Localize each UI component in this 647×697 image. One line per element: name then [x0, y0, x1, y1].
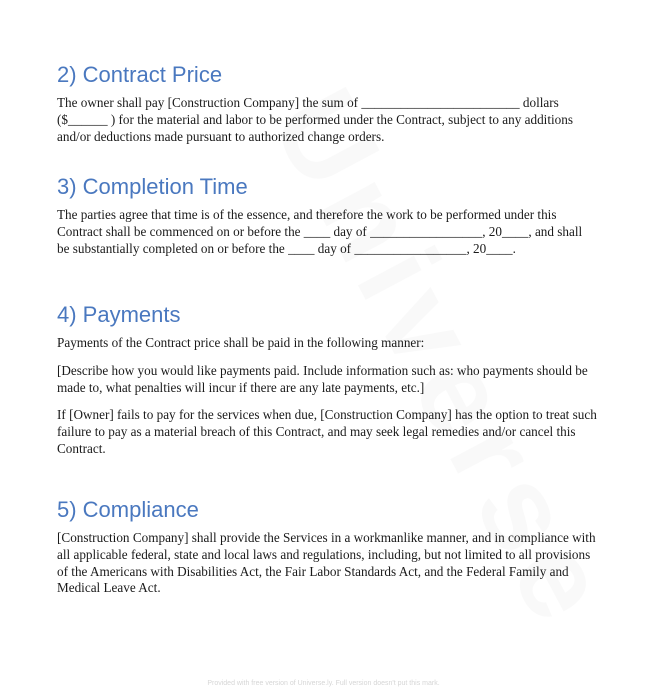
- section-heading: 3) Completion Time: [57, 174, 248, 199]
- section-paragraph: The owner shall pay [Construction Company] the sum of ________________________ dollars ($______ ) for the material and labor to be performed under the Contract, subject to any additions and/or deductions made pursuant to authorized change orders.: [57, 95, 573, 144]
- section-paragraph: [Describe how you would like payments paid. Include information such as: who payments should be made to, what penalties will incur if there are any late payments, etc.]: [57, 362, 588, 395]
- section-completion-time: [57, 174, 597, 257]
- section-paragraph: The parties agree that time is of the essence, and therefore the work to be performed under this Contract shall be commenced on or before the ____ day of _________________, 20____, and shall be substantially completed on or before the ____ day of _________________, 20____.: [57, 207, 583, 256]
- section-heading: 2) Contract Price: [57, 62, 223, 87]
- section-compliance: [57, 497, 597, 597]
- section-paragraph: [Construction Company] shall provide the Services in a workmanlike manner, and in compliance with all applicable federal, state and local laws and regulations, including, but not limited to all provisions of the Americans with Disabilities Act, the Fair Labor Standards Act, and the Federal Family and Medical Leave Act.: [57, 530, 596, 596]
- section-contract-price: [57, 62, 597, 145]
- section-heading: 4) Payments: [57, 302, 181, 327]
- section-paragraph: If [Owner] fails to pay for the services when due, [Construction Company] has the option to treat such failure to pay as a material breach of this Contract, and may seek legal remedies and/or cancel this Contract.: [57, 407, 597, 456]
- section-paragraph: Payments of the Contract price shall be paid in the following manner:: [57, 335, 425, 350]
- section-heading: 5) Compliance: [57, 497, 199, 522]
- section-payments: [57, 302, 597, 458]
- footer-notice: Provided with free version of Universe.ly. Full version doesn't put this mark.: [207, 680, 440, 687]
